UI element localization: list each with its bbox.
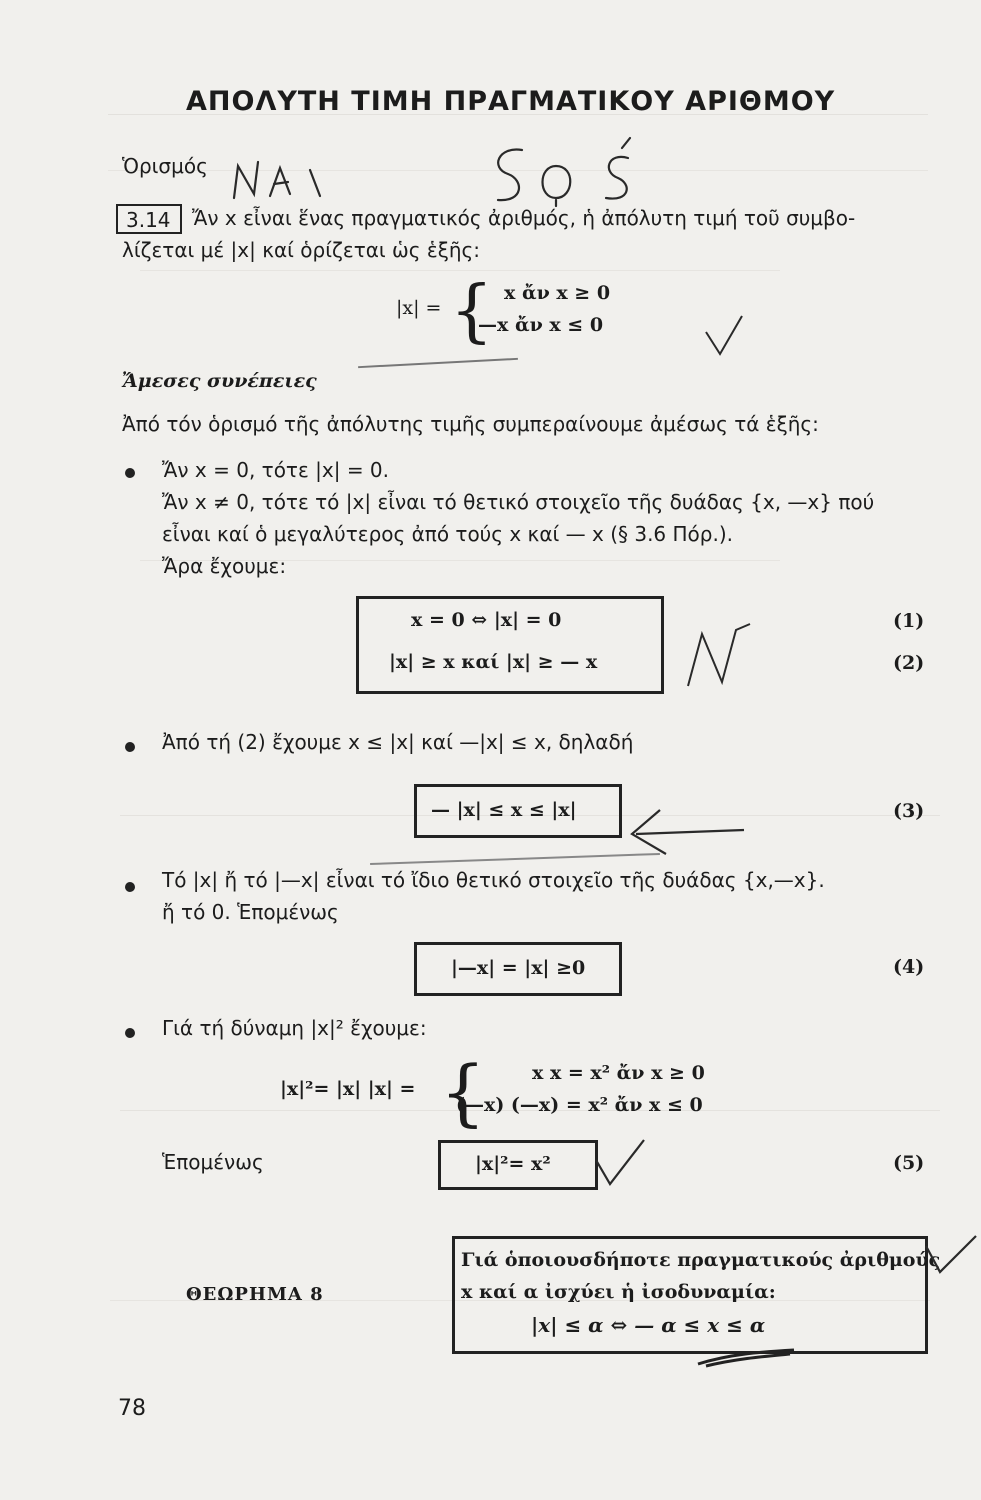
- bullet-1-line-3: εἶναι καί ὁ μεγαλύτερος ἀπό τούς x καί — x (§ 3.6 Πόρ.).: [162, 522, 734, 546]
- equation-3: — |x| ≤ x ≤ |x|: [431, 799, 577, 821]
- square-case-1: x x = x² ἄν x ≥ 0: [532, 1062, 705, 1084]
- definition-line-2: λίζεται μέ |x| καί ὁρίζεται ὡς ἑξῆς:: [122, 238, 480, 262]
- boxed-equation-4: [414, 942, 622, 996]
- bullet-4: [125, 1028, 135, 1038]
- definition-line-1: Ἄν x εἶναι ἕνας πραγματικός ἀριθμός, ἡ ἀπόλυτη τιμή τοῦ συμβο-: [192, 206, 856, 230]
- pen-stroke: [358, 358, 518, 368]
- boxed-equation-3: [414, 784, 622, 838]
- theorem-box: [452, 1236, 941, 1354]
- abs-def-lhs: |x| =: [396, 297, 442, 319]
- consequences-intro: Ἀπό τόν ὁρισμό τῆς ἀπόλυτης τιμῆς συμπεραίνουμε ἀμέσως τά ἑξῆς:: [122, 412, 819, 436]
- bullet-2-text: Ἀπό τή (2) ἔχουμε x ≤ |x| καί —|x| ≤ x, δηλαδή: [162, 730, 634, 754]
- bullet-1-line-4: Ἄρα ἔχουμε:: [162, 554, 287, 578]
- equation-label-2: (2): [893, 652, 925, 674]
- bullet-1: [125, 468, 135, 478]
- bullet-3-line-2: ἤ τό 0. Ἑπομένως: [162, 900, 339, 924]
- equation-label-3: (3): [893, 800, 925, 822]
- checkmark-icon: [700, 310, 750, 360]
- therefore-text: Ἑπομένως: [162, 1150, 264, 1174]
- bullet-1-line-2: Ἄν x ≠ 0, τότε τό |x| εἶναι τό θετικό στοιχεῖο τῆς δυάδας {x, —x} πού: [162, 490, 875, 514]
- section-subtitle: Ὁρισμός: [122, 154, 208, 178]
- bullet-2: [125, 742, 135, 752]
- bullet-4-text: Γιά τή δύναμη |x|² ἔχουμε:: [162, 1016, 427, 1040]
- equation-label-5: (5): [893, 1152, 925, 1174]
- checkmark-icon: [924, 1232, 980, 1282]
- underline-scribble: [690, 1346, 800, 1370]
- bullet-3-line-1: Τό |x| ἤ τό |—x| εἶναι τό ἴδιο θετικό στοιχεῖο τῆς δυάδας {x,—x}.: [162, 868, 825, 892]
- bullet-1-line-1: Ἄν x = 0, τότε |x| = 0.: [162, 458, 390, 482]
- checkmark-icon: [592, 1136, 652, 1196]
- square-case-2: (—x) (—x) = x² ἄν x ≤ 0: [456, 1094, 703, 1116]
- theorem-line-1: Γιά ὁποιουσδήποτε πραγματικούς ἀριθμούς: [461, 1249, 941, 1271]
- page-number: 78: [118, 1396, 146, 1421]
- equation-label-4: (4): [893, 956, 925, 978]
- handwritten-annotation: [226, 128, 666, 208]
- equation-label-1: (1): [893, 610, 925, 632]
- boxed-equations-1-2: [356, 596, 664, 694]
- handwritten-n-mark: [680, 620, 760, 700]
- definition-number: 3.14: [126, 208, 171, 232]
- pen-stroke-2: [370, 853, 660, 865]
- theorem-line-3: |x| ≤ α ⇔ — α ≤ x ≤ α: [531, 1313, 766, 1337]
- equation-5: |x|²= x²: [475, 1153, 551, 1175]
- abs-def-case-2: —x ἄν x ≤ 0: [478, 314, 604, 336]
- definition-number-box: [116, 204, 182, 234]
- equation-4: |—x| = |x| ≥0: [451, 957, 586, 979]
- theorem-label: ΘΕΩΡΗΜΑ 8: [186, 1284, 324, 1305]
- square-cases-brace: {: [440, 1050, 486, 1134]
- page-title: ΑΠΟΛΥΤΗ ΤΙΜΗ ΠΡΑΓΜΑΤΙΚΟΥ ΑΡΙΘΜΟΥ: [186, 86, 836, 117]
- cases-brace: {: [450, 272, 494, 351]
- boxed-equation-5: [438, 1140, 598, 1190]
- abs-def-case-1: x ἄν x ≥ 0: [504, 282, 611, 304]
- theorem-line-2: x καί α ἰσχύει ἡ ἰσοδυναμία:: [461, 1281, 776, 1303]
- equation-2: |x| ≥ x καί |x| ≥ — x: [389, 651, 598, 673]
- equation-1: x = 0 ⇔ |x| = 0: [411, 609, 562, 631]
- bullet-3: [125, 882, 135, 892]
- square-lhs: |x|²= |x| |x| =: [280, 1078, 416, 1100]
- handwritten-arrow-icon: [620, 800, 750, 860]
- consequences-heading: Ἄμεσες συνέπειες: [122, 370, 317, 392]
